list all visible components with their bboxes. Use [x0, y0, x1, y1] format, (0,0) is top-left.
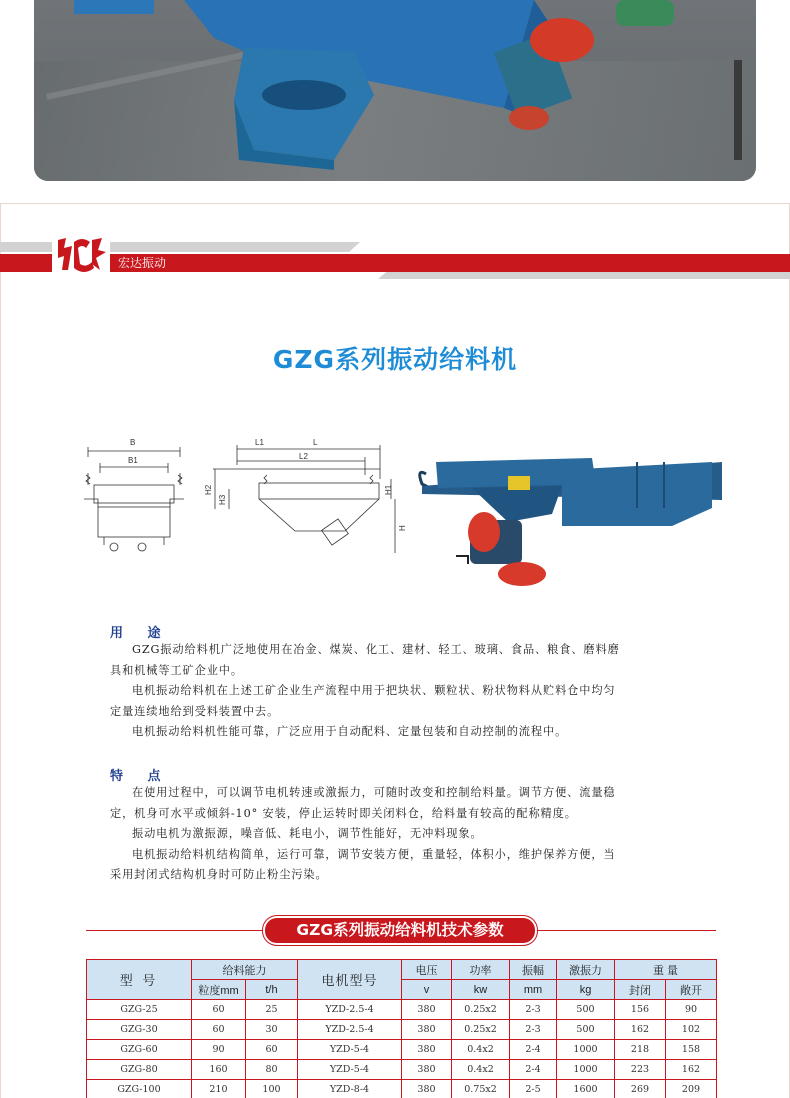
table-cell: 2-4 [510, 1060, 557, 1080]
table-cell: GZG-80 [87, 1060, 192, 1080]
spec-table-body [87, 1000, 717, 1098]
table-cell: 80 [246, 1060, 298, 1080]
usage-line-4: 定量连续地给到受料装置中去。 [110, 704, 280, 718]
label-b1: B1 [128, 456, 138, 465]
features-line-3: 振动电机为激振源，噪音低、耗电小，调节性能好，无冲料现象。 [132, 827, 483, 840]
features-text [110, 783, 690, 886]
header-power-unit: kw [452, 980, 510, 1000]
usage-heading: 用 途 [110, 626, 171, 641]
table-cell: YZD-8-4 [298, 1080, 402, 1098]
brand-name: 宏达振动 [118, 256, 167, 270]
table-cell: 0.4x2 [452, 1060, 510, 1080]
table-cell: GZG-25 [87, 1000, 192, 1020]
label-l1: L1 [255, 438, 264, 447]
table-cell: 0.4x2 [452, 1040, 510, 1060]
header-voltage: 电压 [402, 960, 452, 980]
brand-logo-icon [52, 234, 110, 274]
table-cell: 209 [666, 1080, 717, 1098]
table-cell: 158 [666, 1040, 717, 1060]
header-force-unit: kg [557, 980, 615, 1000]
product-photo [34, 0, 756, 181]
header-th: t/h [246, 980, 298, 1000]
table-cell: GZG-100 [87, 1080, 192, 1098]
table-cell: 0.75x2 [452, 1080, 510, 1098]
label-l2: L2 [299, 452, 308, 461]
table-cell: 90 [192, 1040, 246, 1060]
label-l: L [313, 438, 318, 447]
banner-grey-bottom [378, 272, 790, 279]
table-cell: 380 [402, 1080, 452, 1098]
table-cell: YZD-5-4 [298, 1040, 402, 1060]
header-model: 型 号 [87, 960, 192, 1000]
table-cell: 2-3 [510, 1000, 557, 1020]
page-title: GZG系列振动给料机 [272, 345, 518, 374]
section-divider [0, 203, 790, 204]
table-cell: 1600 [557, 1080, 615, 1098]
table-cell: 0.25x2 [452, 1000, 510, 1020]
table-title: GZG系列振动给料机技术参数 [265, 918, 535, 943]
table-cell: 500 [557, 1000, 615, 1020]
features-line-1: 在使用过程中，可以调节电机转速或激振力，可随时改变和控制给料量。调节方便、流量稳 [132, 786, 616, 799]
header-closed: 封闭 [615, 980, 666, 1000]
table-row [87, 1060, 717, 1080]
header-power: 功率 [452, 960, 510, 980]
table-cell: GZG-60 [87, 1040, 192, 1060]
spec-table [86, 959, 717, 1098]
table-cell: 25 [246, 1000, 298, 1020]
machine-photo-drawing [34, 0, 756, 181]
header-size: 粒度mm [192, 980, 246, 1000]
table-cell: 210 [192, 1080, 246, 1098]
usage-line-5: 电机振动给料机性能可靠，广泛应用于自动配料、定量包装和自动控制的流程中。 [132, 725, 568, 738]
label-h2: H2 [204, 484, 213, 495]
table-cell: 60 [192, 1000, 246, 1020]
table-cell: 156 [615, 1000, 666, 1020]
features-heading: 特 点 [110, 769, 171, 784]
features-line-2: 定，机身可水平或倾斜-10° 安装，停止运转时即关闭料仓，给料量有较高的配称精度。 [110, 806, 577, 820]
table-cell: 380 [402, 1040, 452, 1060]
label-h3: H3 [218, 494, 227, 505]
table-cell: 30 [246, 1020, 298, 1040]
table-cell: 1000 [557, 1040, 615, 1060]
table-cell: 1000 [557, 1060, 615, 1080]
table-cell: 2-3 [510, 1020, 557, 1040]
label-h1: H1 [384, 484, 393, 495]
features-line-4: 电机振动给料机结构简单，运行可靠，调节安装方便，重量轻，体积小，维护保养方便，当 [132, 847, 616, 861]
table-cell: 380 [402, 1000, 452, 1020]
table-cell: 100 [246, 1080, 298, 1098]
machine-illustration [412, 448, 727, 593]
frame-left [0, 203, 1, 1098]
table-cell: 160 [192, 1060, 246, 1080]
usage-line-1: GZG振动给料机广泛地使用在冶金、煤炭、化工、建材、轻工、玻璃、食品、粮食、磨料磨 [132, 643, 620, 656]
label-b: B [130, 438, 136, 447]
header-weight: 重 量 [615, 960, 717, 980]
header-motor: 电机型号 [298, 960, 402, 1000]
table-cell: 162 [615, 1020, 666, 1040]
table-row [87, 1000, 717, 1020]
header-capacity: 给料能力 [192, 960, 298, 980]
table-cell: 380 [402, 1060, 452, 1080]
table-cell: YZD-5-4 [298, 1060, 402, 1080]
features-line-5: 采用封闭式结构机身时可防止粉尘污染。 [110, 868, 328, 881]
header-amplitude-unit: mm [510, 980, 557, 1000]
table-cell: 380 [402, 1020, 452, 1040]
table-cell: YZD-2.5-4 [298, 1000, 402, 1020]
table-cell: 2-5 [510, 1080, 557, 1098]
label-h: H [398, 525, 407, 531]
table-cell: 0.25x2 [452, 1020, 510, 1040]
table-cell: 60 [192, 1020, 246, 1040]
header-force: 激振力 [557, 960, 615, 980]
table-row [87, 1020, 717, 1040]
table-row [87, 1080, 717, 1098]
table-cell: 2-4 [510, 1040, 557, 1060]
front-view-diagram [80, 435, 190, 560]
table-cell: 60 [246, 1040, 298, 1060]
table-cell: 218 [615, 1040, 666, 1060]
table-cell: YZD-2.5-4 [298, 1020, 402, 1040]
header-voltage-unit: v [402, 980, 452, 1000]
table-cell: 90 [666, 1000, 717, 1020]
table-cell: 102 [666, 1020, 717, 1040]
table-cell: GZG-30 [87, 1020, 192, 1040]
table-cell: 500 [557, 1020, 615, 1040]
header-open: 敞开 [666, 980, 717, 1000]
side-view-diagram [195, 435, 410, 560]
table-cell: 162 [666, 1060, 717, 1080]
table-cell: 269 [615, 1080, 666, 1098]
table-row [87, 1040, 717, 1060]
usage-text [110, 640, 690, 743]
table-cell: 223 [615, 1060, 666, 1080]
header-amplitude: 振幅 [510, 960, 557, 980]
usage-line-2: 具和机械等工矿企业中。 [110, 663, 243, 677]
usage-line-3: 电机振动给料机在上述工矿企业生产流程中用于把块状、颗粒状、粉状物料从贮料仓中均匀 [132, 684, 616, 697]
